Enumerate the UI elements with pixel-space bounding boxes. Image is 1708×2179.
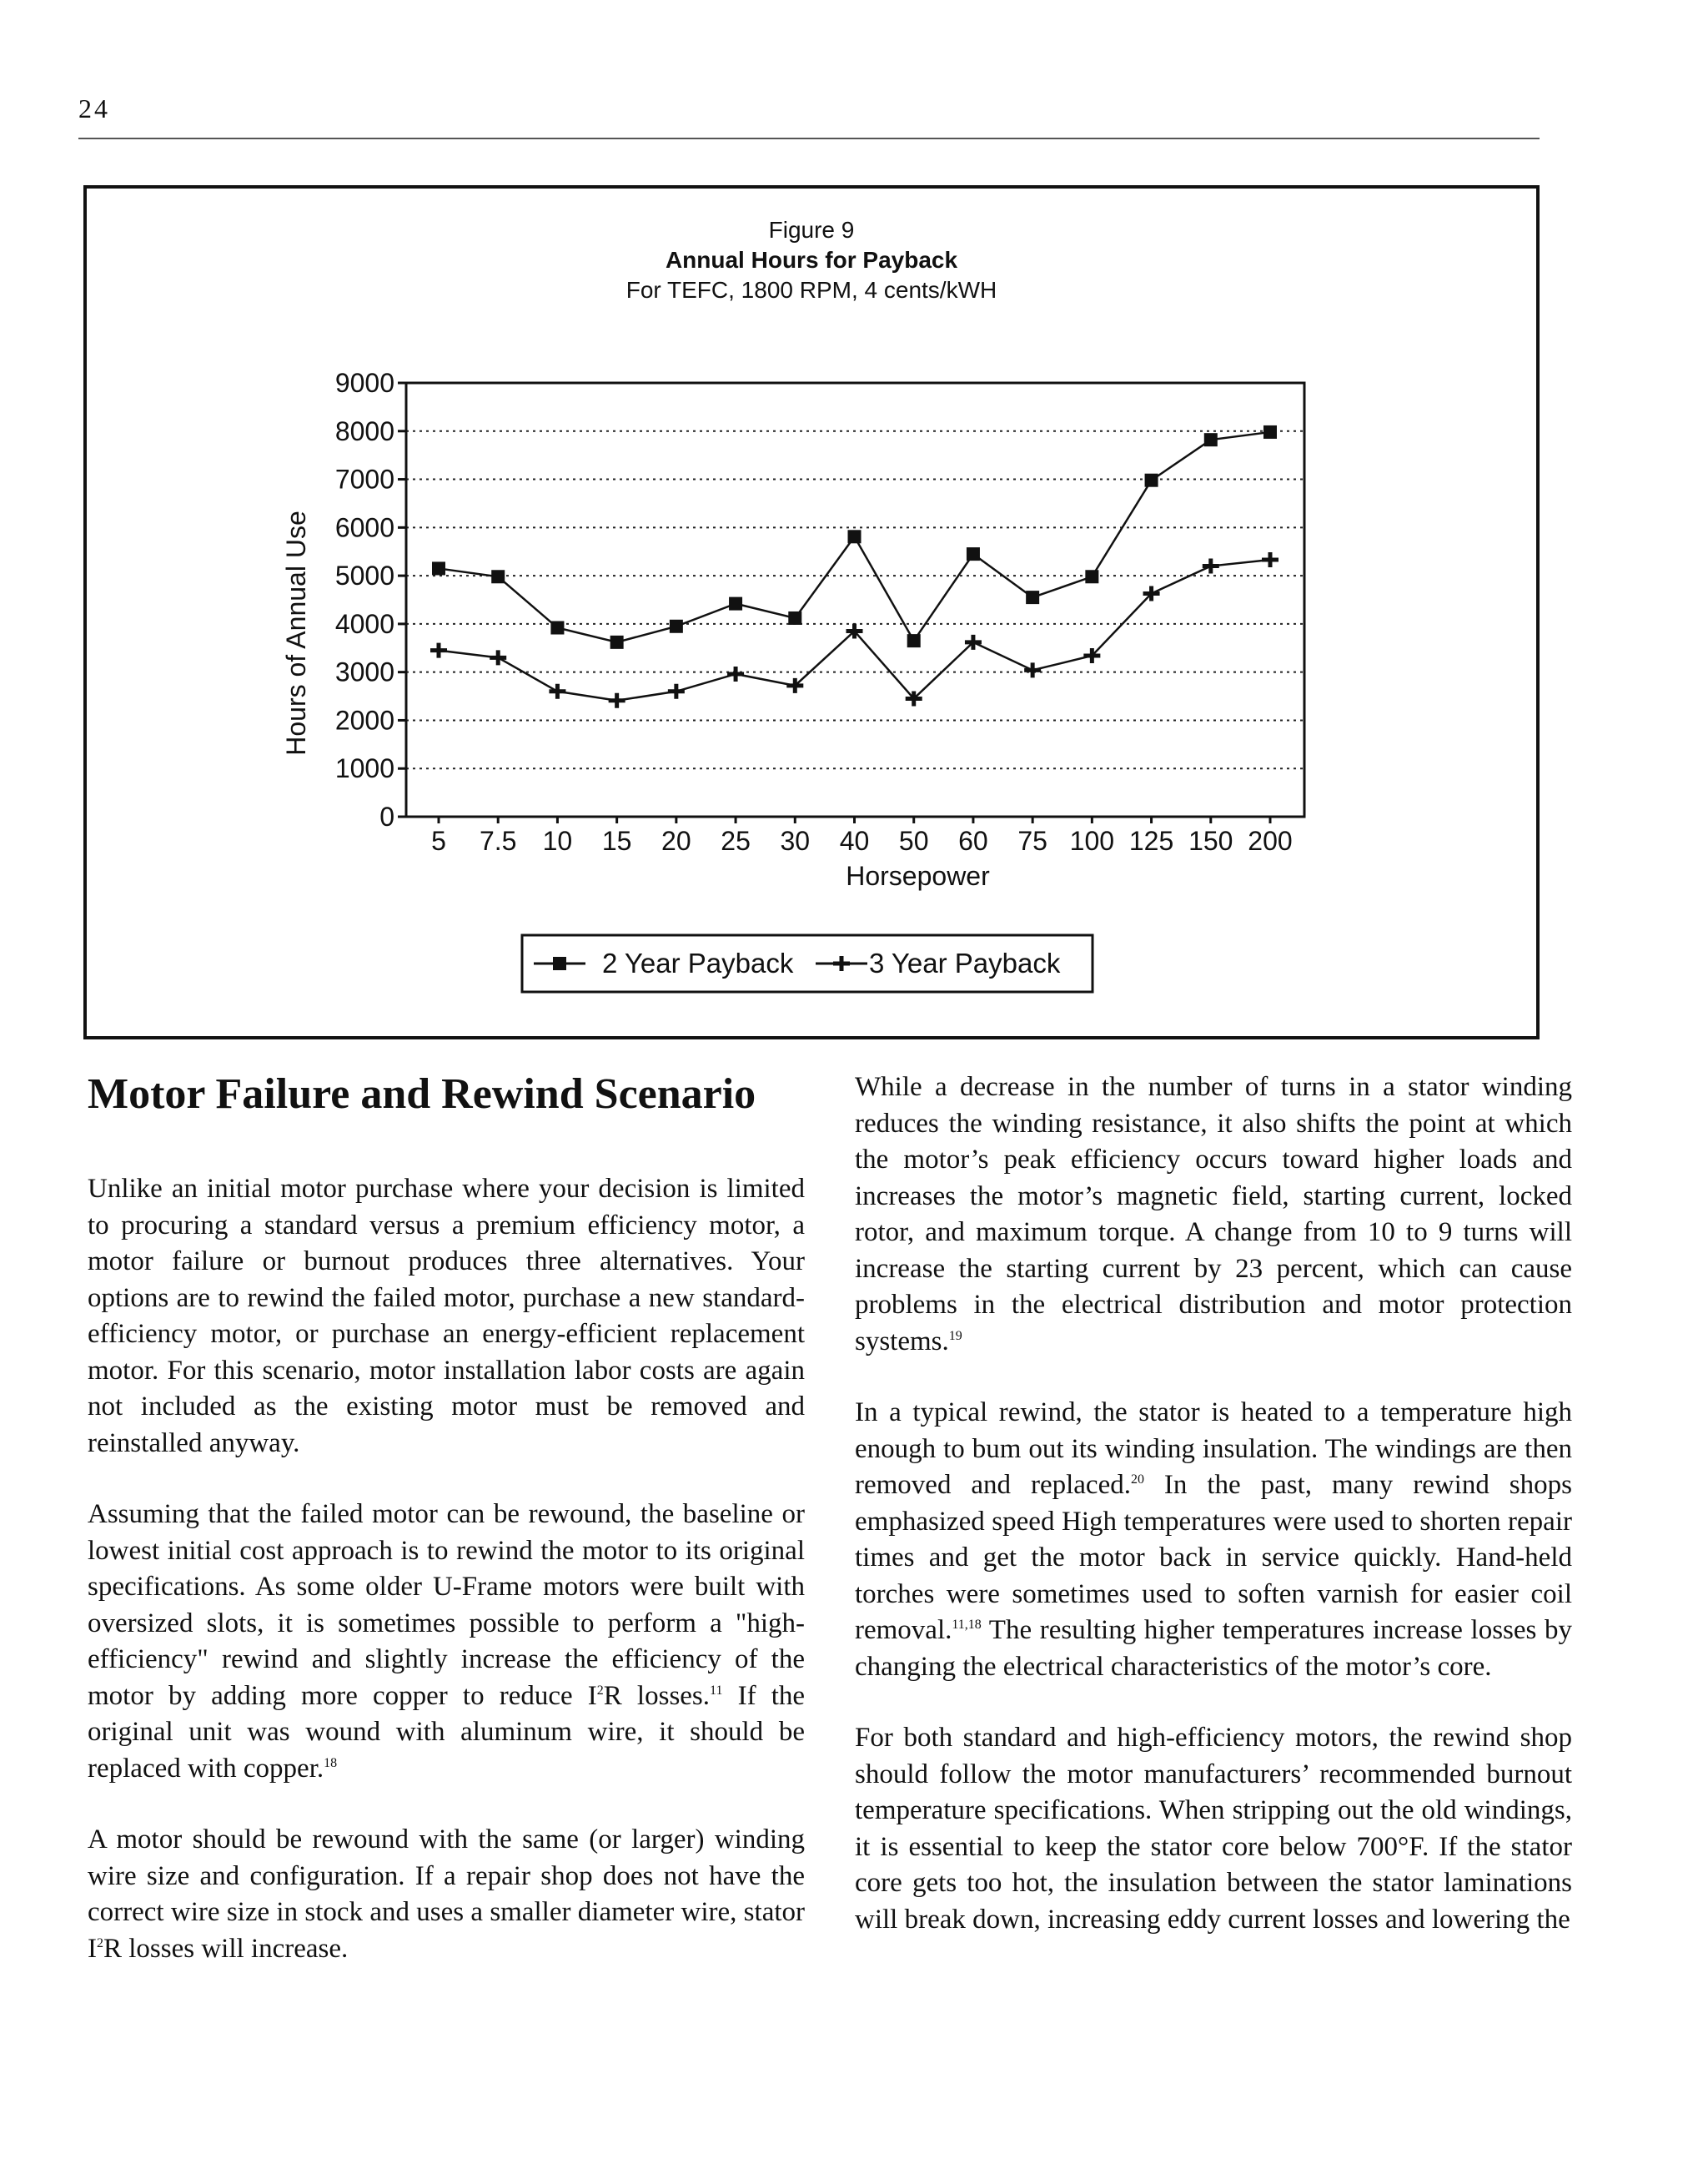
y-tick-label: 5000 bbox=[334, 561, 394, 591]
y-tick-label: 8000 bbox=[334, 415, 394, 446]
figure-box bbox=[83, 185, 1540, 1039]
y-tick-label: 2000 bbox=[334, 705, 394, 736]
left-column bbox=[88, 1069, 805, 2002]
data-point bbox=[549, 684, 565, 699]
right-column bbox=[855, 1069, 1572, 1973]
x-tick-label: 125 bbox=[1128, 826, 1174, 856]
y-tick-label: 7000 bbox=[334, 464, 394, 495]
section-heading: Motor Failure and Rewind Scenario bbox=[88, 1070, 756, 1118]
legend-label: 2 Year Payback bbox=[602, 948, 794, 979]
figure-subtitle: For TEFC, 1800 RPM, 4 cents/kWH bbox=[625, 277, 997, 303]
data-point bbox=[967, 547, 980, 561]
data-point bbox=[848, 530, 862, 543]
data-point bbox=[609, 693, 625, 708]
x-tick-label: 30 bbox=[780, 826, 811, 856]
page-number: 24 bbox=[78, 93, 110, 123]
y-tick-label: 4000 bbox=[334, 608, 394, 639]
data-point bbox=[1026, 591, 1039, 604]
data-point bbox=[727, 667, 744, 682]
left-paragraph-2: Assuming that the failed motor can be rewound, the baseline or lowest initial cost approach is to rewind the motor to its original specifications. As some older U-Frame motors were built with oversized slots, it is sometimes possible to perform a "high-efficiency" rewind and slightly increase the efficiency of the motor by adding more copper to reduce $I^2R$ losses.$^{11}$ If the original unit was wound with aluminum wire, it should be replaced with copper.$^{18}$ bbox=[88, 1499, 806, 1784]
plot-frame bbox=[406, 383, 1304, 817]
data-point bbox=[788, 611, 801, 625]
x-tick-label: 10 bbox=[542, 826, 573, 856]
x-tick-label: 50 bbox=[898, 826, 929, 856]
x-tick-label: 200 bbox=[1248, 826, 1293, 856]
data-point bbox=[670, 620, 683, 633]
data-point bbox=[1085, 570, 1098, 583]
data-point bbox=[1145, 474, 1158, 487]
x-tick-label: 20 bbox=[661, 826, 691, 856]
y-tick-label: 9000 bbox=[334, 368, 394, 398]
data-point bbox=[1024, 662, 1041, 677]
legend-label: 3 Year Payback bbox=[869, 948, 1061, 979]
x-tick-label: 75 bbox=[1017, 826, 1047, 856]
data-point bbox=[610, 636, 624, 649]
y-tick-label: 3000 bbox=[334, 657, 394, 687]
data-point bbox=[432, 561, 445, 575]
header-rule bbox=[78, 138, 1540, 139]
x-tick-label: 60 bbox=[958, 826, 988, 856]
legend-marker bbox=[553, 957, 566, 970]
x-tick-label: 40 bbox=[839, 826, 870, 856]
y-tick-label: 0 bbox=[379, 802, 394, 832]
data-point bbox=[668, 684, 685, 699]
figure-title: Annual Hours for Payback bbox=[665, 247, 958, 273]
left-paragraph-3: A motor should be rewound with the same (or larger) winding wire size and configuration. If a repair shop does not have the correct wire size in stock and uses a smaller diameter wire, stator $I^2R$ losses will increase. bbox=[88, 1824, 805, 1964]
payback-chart bbox=[87, 189, 1536, 1036]
figure-label: Figure 9 bbox=[768, 217, 855, 243]
right-paragraph-2: In a typical rewind, the stator is heated to a temperature high enough to bum out its winding insulation. The windings are then removed and replaced.$^{20}$ In the past, many rewind shops emphasized speed High temperatures were used to shorten repair times and get the motor back in service quickly. Hand-held torches were sometimes used to soften varnish for easier coil removal.$^{11,18}$ The resulting higher temperatures increase losses by changing the electrical characteristics of the motor’s core. bbox=[855, 1397, 1572, 1682]
data-point bbox=[729, 597, 742, 611]
x-tick-label: 5 bbox=[431, 826, 446, 856]
y-tick-label: 1000 bbox=[334, 753, 394, 784]
data-point bbox=[1204, 433, 1218, 446]
data-point bbox=[550, 621, 564, 635]
x-axis-label: Horsepower bbox=[846, 861, 990, 891]
data-point bbox=[430, 643, 447, 658]
left-paragraph-1: Unlike an initial motor purchase where your decision is limited to procuring a standard versus a premium efficiency motor, a motor failure or burnout produces three alternatives. Your options are to rewind the failed motor, purchase a new standard-efficiency motor, or purchase an energy-efficient replacement motor. For this scenario, motor installation labor costs are again not included as the existing motor must be removed and reinstalled anyway. bbox=[88, 1174, 805, 1458]
right-paragraph-1: While a decrease in the number of turns in a stator winding reduces the winding resistance, it also shifts the point at which the motor’s peak efficiency occurs toward higher loads and increases the motor’s magnetic field, starting current, locked rotor, and maximum torque. A change from 10 to 9 turns will increase the starting current by 23 percent, which can cause problems in the electrical distribution and motor protection systems.$^{19}$ bbox=[855, 1072, 1572, 1356]
x-tick-label: 7.5 bbox=[479, 826, 517, 856]
data-point bbox=[907, 634, 921, 647]
data-point bbox=[490, 650, 506, 665]
x-tick-label: 150 bbox=[1188, 826, 1233, 856]
data-point bbox=[1263, 425, 1277, 439]
x-tick-label: 100 bbox=[1069, 826, 1115, 856]
right-paragraph-3: For both standard and high-efficiency motors, the rewind shop should follow the motor manufacturers’ recommended burnout temperature specifications. When stripping out the old windings, it is essential to keep the stator core below 700°F. If the stator core gets too hot, the insulation between the stator laminations will break down, increasing eddy current losses and lowering the bbox=[855, 1723, 1572, 1935]
data-point bbox=[1203, 559, 1219, 574]
x-tick-label: 15 bbox=[601, 826, 632, 856]
x-tick-label: 25 bbox=[721, 826, 751, 856]
data-point bbox=[491, 570, 505, 583]
data-point bbox=[1262, 552, 1278, 567]
y-tick-label: 6000 bbox=[334, 512, 394, 543]
y-axis-label: Hours of Annual Use bbox=[281, 511, 311, 756]
